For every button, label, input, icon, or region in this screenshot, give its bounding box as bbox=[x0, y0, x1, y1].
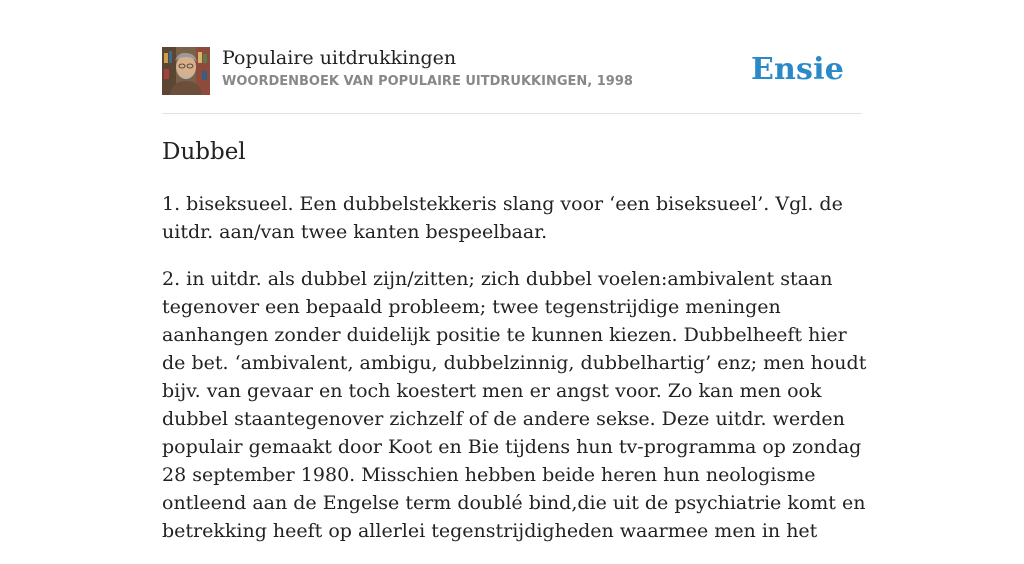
definition-paragraph: 1. biseksueel. Een dubbelstekkeris slang voor ‘een biseksueel’. Vgl. de uitdr. aan/van twee kanten bespeelbaar. bbox=[162, 193, 843, 243]
author-avatar[interactable] bbox=[162, 47, 210, 95]
source-header bbox=[162, 46, 862, 96]
source-subtitle: WOORDENBOEK VAN POPULAIRE UITDRUKKINGEN, 1998 bbox=[222, 74, 633, 89]
definition-paragraph: 2. in uitdr. als dubbel zijn/zitten; zich dubbel voelen:ambivalent staan tegenover een bepaald probleem; twee tegenstrijdige meningen aanhangen zonder duidelijk positie te kunnen kiezen. Dubbelheeft hier de bet. ‘ambivalent, ambigu, dubbelzinnig, dubbelhartig’ enz; men houdt bijv. van gevaar en toch koestert men er angst voor. Zo kan men ook dubbel staantegenover zichzelf of de andere sekse. Deze uitdr. werden populair gemaakt door Koot en Bie tijdens hun tv-programma op zondag 28 september 1980. Misschien hebben beide heren hun neologisme ontleend aan de Engelse term doublé bind,die uit de psychiatrie komt en betrekking heeft op allerlei tegenstrijdigheden waarmee men in het bbox=[162, 268, 867, 542]
source-meta bbox=[222, 46, 633, 91]
entry-title: Dubbel bbox=[162, 139, 246, 165]
entry-body bbox=[162, 190, 867, 564]
ensie-logo[interactable]: Ensie bbox=[750, 52, 844, 87]
source-title[interactable]: Populaire uitdrukkingen bbox=[222, 47, 457, 69]
header-divider bbox=[162, 113, 862, 114]
author-portrait-image bbox=[162, 47, 210, 95]
